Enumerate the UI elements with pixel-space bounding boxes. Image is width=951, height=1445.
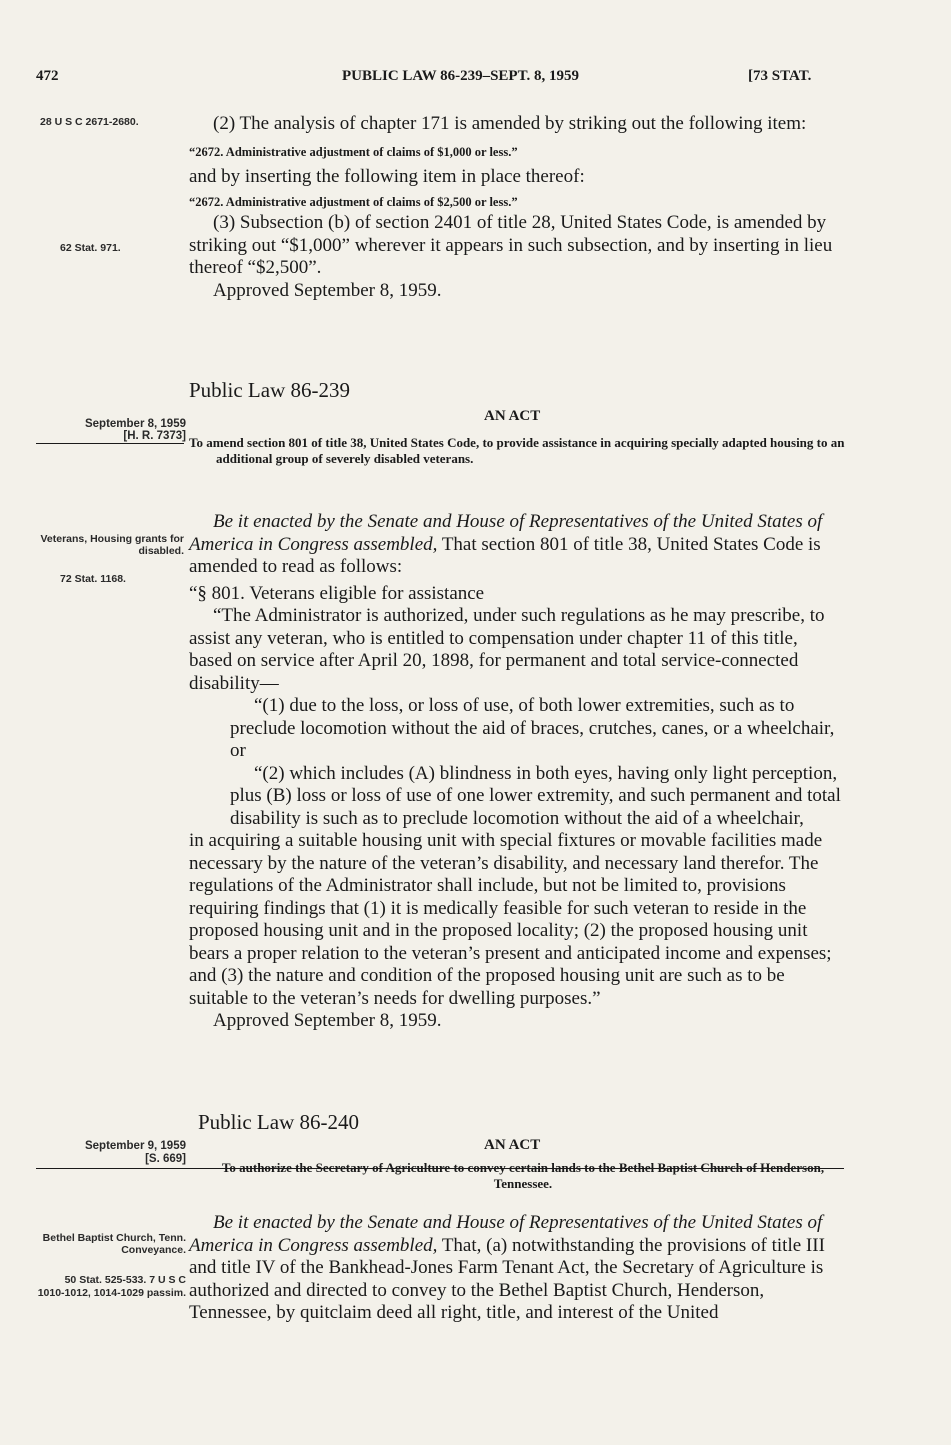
law240-margin-topic: Bethel Baptist Church, Tenn. Conveyance. bbox=[42, 1232, 186, 1256]
law239-enacting-clause: Be it enacted by the Senate and House of Representatives of the United States of America in Congress assembled, bbox=[189, 511, 823, 555]
law240-title: To authorize the Secretary of Agriculture to convey certain lands to the Bethel Baptist Church of Henderson, Tennessee. bbox=[221, 1160, 825, 1191]
section1-body bbox=[189, 113, 842, 302]
law239-heading: Public Law 86-239 bbox=[189, 378, 350, 402]
law239-act-label: AN ACT bbox=[484, 408, 541, 424]
law239-bill: [H. R. 7373] bbox=[123, 430, 186, 442]
law239-title: To amend section 801 of title 38, United States Code, to provide assistance in acquiring specially adapted housing to an additional group of severely disabled veterans. bbox=[189, 435, 845, 466]
law239-body bbox=[189, 511, 842, 1033]
approved-1: Approved September 8, 1959. bbox=[213, 279, 442, 301]
running-title: PUBLIC LAW 86-239–SEPT. 8, 1959 bbox=[342, 68, 579, 84]
paragraph-2: (2) The analysis of chapter 171 is amended by striking out the following item: bbox=[213, 113, 807, 134]
approved-2: Approved September 8, 1959. bbox=[213, 1010, 442, 1031]
law239-enacting-rest: That section 801 of title 38, United States Code is amended to read as follows: bbox=[189, 533, 821, 577]
law240-act-label: AN ACT bbox=[484, 1137, 541, 1153]
margin-citation-62stat: 62 Stat. 971. bbox=[60, 242, 121, 254]
law239-margin-topic: Veterans, Housing grants for disabled. bbox=[40, 533, 184, 557]
law239-clause-1: “(1) due to the loss, or loss of use, of both lower extremities, such as to preclude locomotion without the aid of braces, crutches, canes, or a wheelchair, or bbox=[230, 695, 835, 761]
inserting-text: and by inserting the following item in place thereof: bbox=[189, 165, 585, 187]
law240-margin-stat: 50 Stat. 525-533. 7 U S C 1010-1012, 1014-1029 passim. bbox=[37, 1274, 186, 1299]
law239-clause-2: “(2) which includes (A) blindness in both eyes, having only light perception, plus (B) loss or loss of use of one lower extremity, and such permanent and total disability is such as to preclude locomotion without the aid of a wheelchair, bbox=[230, 762, 841, 829]
law240-heading: Public Law 86-240 bbox=[198, 1110, 359, 1134]
law239-closing: in acquiring a suitable housing unit with special fixtures or movable facilities made necessary by the nature of the veteran’s disability, and necessary land therefor. The regulations of the Administrator shall include, but not be limited to, provisions requiring findings that (1) it is medically feasible for such veteran to reside in the proposed housing unit and in the proposed locality; (2) the proposed housing unit bears a proper relation to the veteran’s present and anticipated income and expenses; and (3) the nature and condition of the proposed housing unit are such as to be suitable to the veteran’s needs for dwelling purposes.” bbox=[189, 830, 832, 1009]
law240-date: September 9, 1959 bbox=[84, 1140, 186, 1152]
page-number: 472 bbox=[36, 68, 59, 84]
volume-reference: [73 STAT. bbox=[748, 68, 812, 84]
law240-enacting-clause: Be it enacted by the Senate and House of Representatives of the United States of America in Congress assembled, bbox=[189, 1212, 823, 1256]
law239-admin-text: “The Administrator is authorized, under such regulations as he may prescribe, to assist any veteran, who is entitled to compensation under chapter 11 of this title, based on service after April 20, 1898, for permanent and total service-connected disability— bbox=[189, 605, 825, 694]
law239-date-rule bbox=[36, 443, 184, 444]
paragraph-3: (3) Subsection (b) of section 2401 of title 28, United States Code, is amended by striking out “$1,000” wherever it appears in such subsection, and by inserting in lieu thereof “$2,500”. bbox=[189, 212, 833, 278]
law239-section-heading: “§ 801. Veterans eligible for assistance bbox=[189, 582, 485, 604]
item-new: “2672. Administrative adjustment of claims of $2,500 or less.” bbox=[189, 195, 518, 209]
item-old: “2672. Administrative adjustment of claims of $1,000 or less.” bbox=[189, 144, 518, 159]
margin-citation-28usc: 28 U S C 2671-2680. bbox=[40, 116, 139, 128]
law240-body bbox=[189, 1212, 842, 1325]
law240-enacting-rest: That, (a) notwithstanding the provisions of title III and title IV of the Bankhead-Jones Farm Tenant Act, the Secretary of Agriculture is authorized and directed to convey to the Bethel Baptist Church, Henderson, Tennessee, by quitclaim deed all right, title, and interest of the United bbox=[189, 1234, 825, 1323]
law239-margin-stat: 72 Stat. 1168. bbox=[60, 573, 126, 585]
law240-bill: [S. 669] bbox=[145, 1153, 186, 1165]
law239-date: September 8, 1959 bbox=[84, 418, 186, 430]
